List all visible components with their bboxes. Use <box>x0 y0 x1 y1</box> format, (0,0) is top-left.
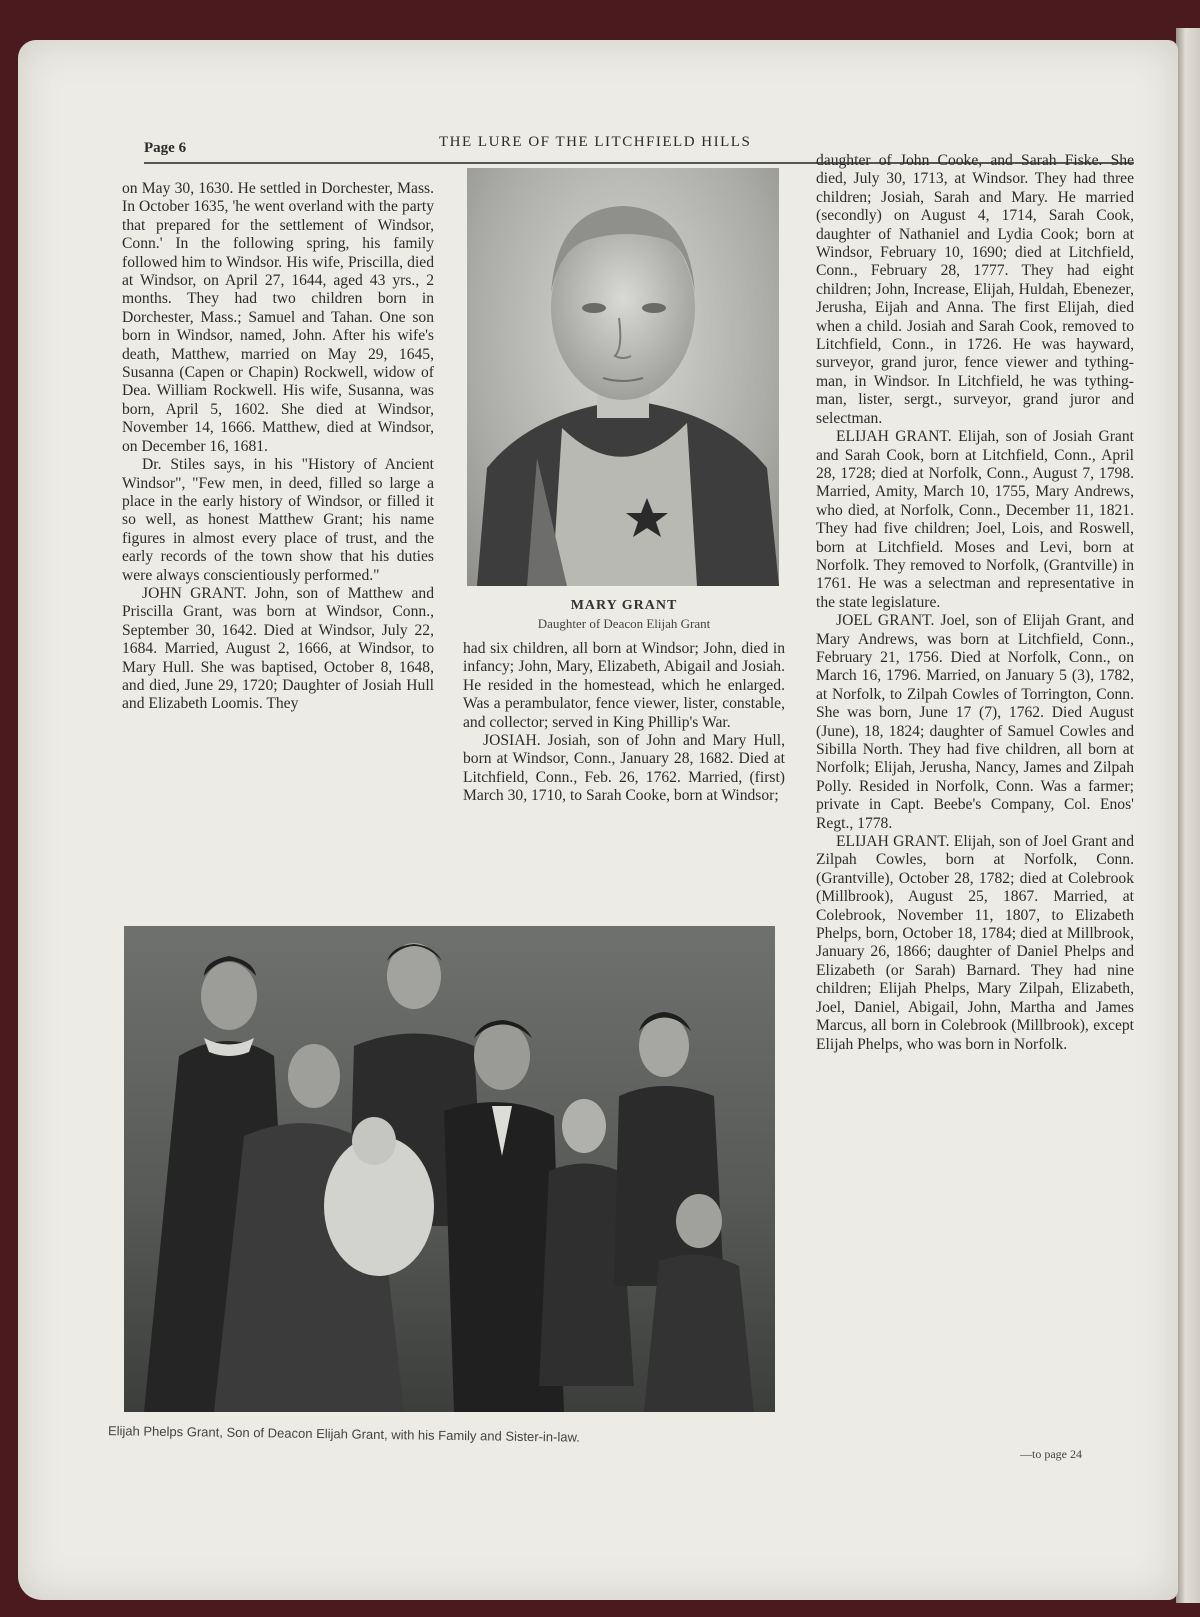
paragraph: daughter of John Cooke, and Sarah Fiske. She died, July 30, 1713, at Windsor. They had three children; Josiah, Sarah and Mary. He married (secondly) on August 4, 1714, Sarah Cook, daughter of Nathaniel and Lydia Cook; born at Windsor, February 10, 1690; died at Litchfield, Conn., February 28, 1777. They had eight children; John, Increase, Elijah, Huldah, Ebenezer, Jerusha, Eijah and Anna. The first Elijah, died when a child. Josiah and Sarah Cook, removed to Litchfield, Conn., in 1726. He was hayward, surveyor, grand juror, fence viewer and tything-man, in Windsor. In Litchfield, he was tything-man, lister, sergt., surveyor, grand juror and selectman. <box>816 152 1134 427</box>
paragraph: on May 30, 1630. He settled in Dorchester, Mass. In October 1635, 'he went overland with the party that prepared for the settlement of Windsor, Conn.' In the following spring, his family followed him to Windsor. His wife, Priscilla, died at Windsor, on April 27, 1644, aged 43 yrs., 2 months. They had two children born in Dorchester, Mass.; Samuel and Tahan. One son born in Windsor, named, John. After his wife's death, Matthew, married on May 29, 1645, Susanna (Capen or Chapin) Rockwell, widow of Dea. William Rockwell. His wife, Susanna, was born, April 5, 1602. She died at Windsor, November 14, 1666. Matthew, died at Windsor, on December 16, 1681. <box>122 180 434 455</box>
text-column-2 <box>463 640 785 908</box>
portrait-subtitle: Daughter of Deacon Elijah Grant <box>537 616 711 631</box>
family-photo-caption: Elijah Phelps Grant, Son of Deacon Elijah Grant, with his Family and Sister-in-law. <box>107 1423 580 1445</box>
paragraph: ELIJAH GRANT. Elijah, son of Joel Grant and Zilpah Cowles, born at Norfolk, Conn. (Grantville), October 28, 1782; died at Colebrook (Millbrook), August 25, 1867. Married, at Colebrook, November 11, 1807, to Elizabeth Phelps, born, October 18, 1784; died at Millbrook, January 26, 1866; daughter of Daniel Phelps and Elizabeth (or Sarah) Barnard. They had nine children; Elijah Phelps, Mary Zilpah, Elizabeth, Joel, Daniel, Abigail, John, Martha and James Marcus, all born in Colebrook (Millbrook), except Elijah Phelps, who was born in Norfolk. <box>816 833 1134 1053</box>
running-title: THE LURE OF THE LITCHFIELD HILLS <box>439 134 752 150</box>
paragraph: JOSIAH. Josiah, son of John and Mary Hull, born at Windsor, Conn., January 28, 1682. Died at Litchfield, Conn., Feb. 26, 1762. Married, (first) March 30, 1710, to Sarah Cooke, born at Windsor; <box>463 732 785 805</box>
paragraph: ELIJAH GRANT. Elijah, son of Josiah Grant and Sarah Cook, born at Litchfield, Conn., April 28, 1728; died at Norfolk, Conn., August 7, 1798. Married, Amity, March 10, 1755, Mary Andrews, who died, at Norfolk, Conn., December 11, 1821. They had five children; Joel, Lois, and Roswell, born at Litchfield. Moses and Levi, born at Norfolk. They removed to Norfolk, (Grantville) in 1761. He was a selectman and representative in the state legislature. <box>816 428 1134 611</box>
text-column-3 <box>816 152 1134 1452</box>
paragraph: had six children, all born at Windsor; John, died in infancy; John, Mary, Elizabeth, Abigail and Josiah. He resided in the homestead, which he enlarged. Was a perambulator, fence viewer, lister, constable, and collector; served in King Phillip's War. <box>463 640 785 731</box>
family-photo <box>124 926 775 1412</box>
continuation-note: —to page 24 <box>1020 1447 1082 1461</box>
paragraph: JOHN GRANT. John, son of Matthew and Priscilla Grant, was born at Windsor, Conn., September 30, 1642. Died at Windsor, July 22, 1684. Married, August 2, 1666, at Windsor, to Mary Hull. She was baptised, October 8, 1648, and died, June 29, 1720; Daughter of Josiah Hull and Elizabeth Loomis. They <box>122 584 434 713</box>
portrait-caption <box>463 598 785 632</box>
page-number: Page 6 <box>144 140 187 156</box>
portrait-illustration <box>467 168 779 586</box>
paragraph: Dr. Stiles says, in his "History of Ancient Windsor", "Few men, in deed, filled so large a place in the early history of Windsor, or filled it so well, as honest Matthew Grant; his name figures in almost every place of trust, and the early records of the town show that his duties were always conscientiously performed." <box>122 456 434 584</box>
portrait-photo <box>467 168 779 586</box>
next-page-edge <box>1176 28 1200 1603</box>
portrait-name: MARY GRANT <box>570 598 678 613</box>
paragraph: JOEL GRANT. Joel, son of Elijah Grant, and Mary Andrews, was born at Litchfield, Conn., February 21, 1756. Died at Norfolk, Conn., on March 16, 1796. Married, on January 5 (3), 1782, at Norfolk, to Zilpah Cowles of Torrington, Conn. She was born, June 17 (7), 1762. Died August (June), 18, 1824; daughter of Samuel Cowles and Sibilla North. They had five children, all born at Norfolk; Elijah, Jerusha, Nancy, James and Zilpah Polly. Resided in Norfolk, Conn. Was a farmer; private in Capt. Beebe's Company, Col. Enos' Regt., 1778. <box>816 612 1134 832</box>
family-illustration <box>124 926 775 1412</box>
text-column-1 <box>122 180 434 905</box>
